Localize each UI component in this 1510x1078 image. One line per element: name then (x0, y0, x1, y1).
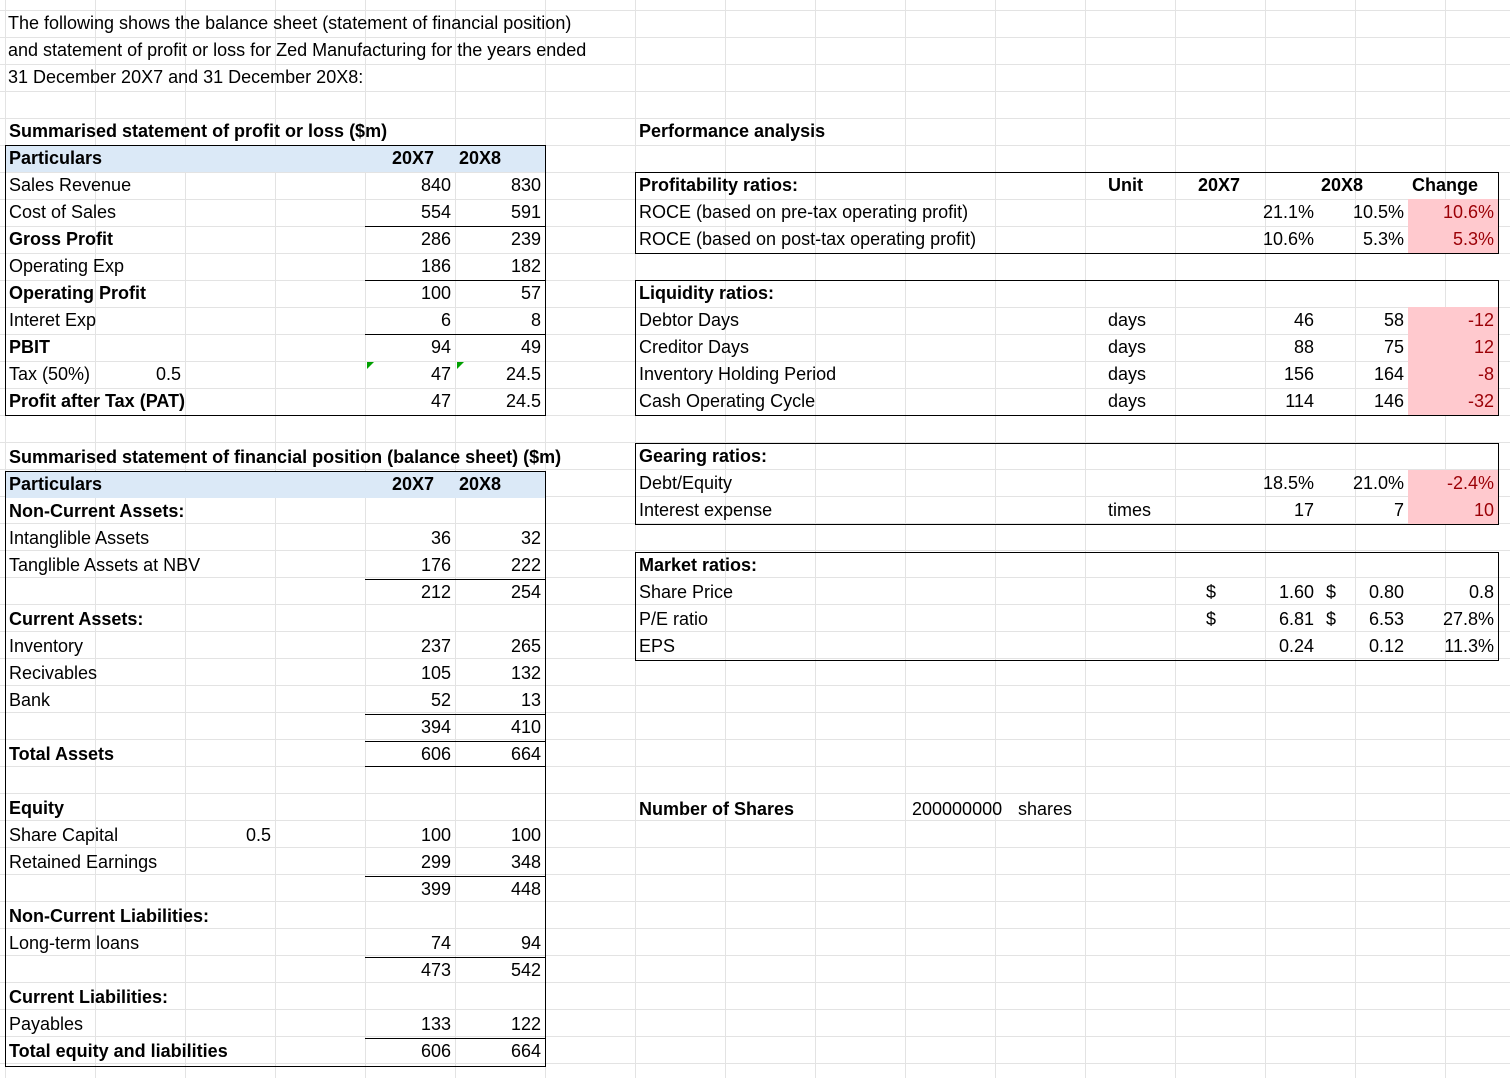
bs-row-20x7: 105 (420, 663, 451, 683)
pl-header-label: Particulars (5, 145, 365, 172)
perf-col-20x7: 20X7 (1198, 175, 1241, 195)
bs-row-20x8: 348 (510, 852, 541, 872)
perf-row-change: 5.3% (1408, 226, 1498, 253)
bs-row-20x8: 32 (520, 528, 541, 548)
pl-row-20x7: 94 (430, 337, 451, 357)
bs-row-rate: 0.5 (245, 825, 271, 845)
perf-row-change: 10.6% (1408, 199, 1498, 226)
pl-row-label: Profit after Tax (PAT) (9, 391, 186, 411)
bs-row-20x7: 74 (430, 933, 451, 953)
bs-row-label: Equity (9, 798, 65, 818)
bs-row-20x7: 36 (430, 528, 451, 548)
pl-row-label: Sales Revenue (9, 175, 132, 195)
pl-header-20x7: 20X7 (365, 145, 455, 172)
perf-row-20x7: 114 (1285, 391, 1314, 411)
bs-row-20x8: 664 (510, 744, 541, 764)
pl-row-label: Operating Exp (9, 256, 125, 276)
bs-row-20x8: 94 (520, 933, 541, 953)
bs-row-20x8: 13 (520, 690, 541, 710)
formula-warning-icon (367, 362, 374, 369)
bs-row-20x7: 133 (420, 1014, 451, 1034)
perf-row-20x7: 46 (1293, 310, 1314, 330)
perf-row-20x7: 18.5% (1262, 473, 1314, 493)
bs-row-20x7: 394 (420, 717, 451, 737)
pl-row-20x8: 830 (510, 175, 541, 195)
pl-row-20x8: 49 (520, 337, 541, 357)
perf-row-20x7: 156 (1283, 364, 1314, 384)
pl-row-label: Operating Profit (9, 283, 147, 303)
shares-value: 200000000 (912, 799, 1003, 819)
bs-row-label: Non-Current Assets: (9, 501, 185, 521)
bs-row-20x7: 606 (420, 744, 451, 764)
perf-row-unit: times (1108, 500, 1152, 520)
bs-row-20x7: 100 (420, 825, 451, 845)
intro-line: and statement of profit or loss for Zed Manufacturing for the years ended (8, 40, 587, 60)
perf-row-unit: days (1108, 310, 1147, 330)
total-underline (365, 579, 545, 580)
bs-row-label (5, 957, 265, 984)
total-underline (365, 1038, 545, 1039)
bs-row-label: Recivables (9, 663, 98, 683)
total-underline (365, 280, 545, 281)
bs-row-20x7: 52 (430, 690, 451, 710)
perf-row-change: 0.8 (1468, 582, 1494, 602)
perf-row-20x8: 7 (1393, 500, 1404, 520)
pl-row-20x8: 57 (520, 283, 541, 303)
pl-row-20x7: 286 (420, 229, 451, 249)
total-underline (365, 714, 545, 715)
bs-row-label: Long-term loans (9, 933, 140, 953)
bs-row-label: Payables (9, 1014, 84, 1034)
total-underline (365, 741, 545, 742)
bs-row-20x7 (365, 903, 455, 930)
perf-section-title: Gearing ratios: (639, 446, 768, 466)
bs-row-20x8 (455, 498, 545, 525)
perf-row-unit: days (1108, 337, 1147, 357)
perf-row-label: Inventory Holding Period (639, 364, 837, 384)
bs-row-20x8 (455, 903, 545, 930)
pl-row-20x8: 182 (510, 256, 541, 276)
perf-row-unit: days (1108, 364, 1147, 384)
perf-row-unit: days (1108, 391, 1147, 411)
bs-row-20x8: 542 (510, 960, 541, 980)
pl-row-rate: 0.5 (155, 364, 181, 384)
perf-row-change: 27.8% (1442, 609, 1494, 629)
bs-row-20x8: 122 (510, 1014, 541, 1034)
pl-row-20x8: 24.5 (505, 391, 541, 411)
perf-row-label: Creditor Days (639, 337, 750, 357)
pl-row-label: PBIT (9, 337, 51, 357)
perf-row-20x8: 0.80 (1368, 582, 1404, 602)
perf-row-20x7: 21.1% (1262, 202, 1314, 222)
bs-row-20x8: 410 (510, 717, 541, 737)
bs-row-20x8 (455, 606, 545, 633)
perf-row-change: -12 (1408, 307, 1498, 334)
bs-row-20x7: 237 (420, 636, 451, 656)
perf-row-20x8: 5.3% (1362, 229, 1404, 249)
total-underline (365, 226, 545, 227)
pl-row-20x8: 8 (530, 310, 541, 330)
perf-row-20x8: 75 (1383, 337, 1404, 357)
bs-row-20x7 (365, 768, 455, 795)
bs-row-20x8: 222 (510, 555, 541, 575)
bs-row-20x7: 299 (420, 852, 451, 872)
bs-header-20x8: 20X8 (455, 471, 545, 498)
perf-row-change: 10 (1408, 497, 1498, 524)
perf-row-20x8: 0.12 (1368, 636, 1404, 656)
perf-row-change: -32 (1408, 388, 1498, 415)
bs-row-20x8: 664 (510, 1041, 541, 1061)
total-underline (365, 766, 545, 767)
bs-header-label: Particulars (5, 471, 365, 498)
bs-row-20x8 (455, 984, 545, 1011)
perf-row-20x8: 164 (1373, 364, 1404, 384)
perf-row-label: Interest expense (639, 500, 773, 520)
perf-row-change: 12 (1408, 334, 1498, 361)
bs-row-label (5, 768, 265, 795)
bs-row-20x7: 176 (420, 555, 451, 575)
perf-row-20x8: 58 (1383, 310, 1404, 330)
bs-row-label: Total Assets (9, 744, 115, 764)
bs-row-20x8 (455, 768, 545, 795)
perf-row-currency: $ (1205, 609, 1216, 629)
bs-row-label: Intanglible Assets (9, 528, 150, 548)
perf-col-20x8: 20X8 (1321, 175, 1364, 195)
perf-row-label: P/E ratio (639, 609, 709, 629)
bs-row-20x7: 212 (420, 582, 451, 602)
bs-row-20x8: 100 (510, 825, 541, 845)
shares-label: Number of Shares (639, 799, 795, 819)
bs-row-20x7: 399 (420, 879, 451, 899)
bs-row-20x7 (365, 498, 455, 525)
perf-section-title: Market ratios: (639, 555, 758, 575)
bs-row-label: Total equity and liabilities (9, 1041, 228, 1061)
perf-row-20x7: 6.81 (1278, 609, 1314, 629)
bs-row-label: Bank (9, 690, 51, 710)
perf-row-20x8: 10.5% (1352, 202, 1404, 222)
perf-row-20x8: 21.0% (1352, 473, 1404, 493)
perf-row-20x7: 0.24 (1278, 636, 1314, 656)
bs-row-label: Inventory (9, 636, 84, 656)
perf-row-20x7: 17 (1293, 500, 1314, 520)
perf-row-label: Debt/Equity (639, 473, 733, 493)
bs-row-label: Retained Earnings (9, 852, 158, 872)
perf-row-change: -2.4% (1408, 470, 1498, 497)
bs-row-20x7 (365, 606, 455, 633)
pl-row-20x7: 186 (420, 256, 451, 276)
pl-row-20x8: 24.5 (505, 364, 541, 384)
bs-row-label: Tanglible Assets at NBV (9, 555, 201, 575)
pl-row-label: Tax (50%) (9, 364, 91, 384)
perf-row-currency: $ (1326, 609, 1337, 629)
bs-row-20x8 (455, 795, 545, 822)
perf-row-20x8: 6.53 (1368, 609, 1404, 629)
pl-row-20x7: 100 (420, 283, 451, 303)
pl-row-20x7: 840 (420, 175, 451, 195)
bs-row-20x7 (365, 795, 455, 822)
perf-row-change: 11.3% (1444, 636, 1494, 656)
bs-row-20x7 (365, 984, 455, 1011)
total-underline (365, 876, 545, 877)
bs-row-label: Share Capital (9, 825, 119, 845)
bs-row-20x8: 132 (510, 663, 541, 683)
pl-row-20x7: 6 (440, 310, 451, 330)
total-underline (365, 957, 545, 958)
perf-row-change: -8 (1408, 361, 1498, 388)
perf-title: Performance analysis (639, 121, 826, 141)
perf-row-label: Debtor Days (639, 310, 740, 330)
pl-row-20x7: 554 (420, 202, 451, 222)
perf-col-unit: Unit (1108, 175, 1143, 195)
bs-header-20x7: 20X7 (365, 471, 455, 498)
bs-row-20x8: 265 (510, 636, 541, 656)
pl-row-label: Gross Profit (9, 229, 114, 249)
pl-row-label: Cost of Sales (9, 202, 117, 222)
pl-row-label: Interet Exp (9, 310, 97, 330)
perf-row-label: ROCE (based on post-tax operating profit) (639, 229, 977, 249)
pl-row-20x8: 239 (510, 229, 541, 249)
shares-unit: shares (1018, 799, 1073, 819)
bs-row-label (5, 876, 265, 903)
bs-row-20x7: 606 (420, 1041, 451, 1061)
perf-col-change: Change (1412, 175, 1479, 195)
perf-row-20x7: 1.60 (1278, 582, 1314, 602)
bs-row-label: Current Assets: (9, 609, 144, 629)
perf-row-currency: $ (1326, 582, 1337, 602)
formula-warning-icon (457, 362, 464, 369)
intro-line: The following shows the balance sheet (statement of financial position) (8, 13, 572, 33)
bs-row-label (5, 579, 265, 606)
perf-row-currency: $ (1205, 582, 1216, 602)
perf-row-label: Cash Operating Cycle (639, 391, 816, 411)
bs-row-label: Current Liabilities: (9, 987, 169, 1007)
pl-title: Summarised statement of profit or loss ($m) (9, 121, 388, 141)
pl-row-20x8: 591 (510, 202, 541, 222)
perf-section-title: Profitability ratios: (639, 175, 799, 195)
perf-row-20x7: 88 (1293, 337, 1314, 357)
intro-text (8, 10, 618, 91)
bs-row-20x7: 473 (420, 960, 451, 980)
perf-row-label: Share Price (639, 582, 734, 602)
bs-row-20x8: 448 (510, 879, 541, 899)
bs-row-label (5, 714, 265, 741)
pl-row-20x7: 47 (430, 364, 451, 384)
pl-row-20x7: 47 (430, 391, 451, 411)
perf-row-label: EPS (639, 636, 676, 656)
perf-section-title: Liquidity ratios: (639, 283, 774, 303)
perf-row-label: ROCE (based on pre-tax operating profit) (639, 202, 969, 222)
total-underline (365, 334, 545, 335)
bs-row-20x8: 254 (510, 582, 541, 602)
perf-row-20x7: 10.6% (1262, 229, 1314, 249)
bs-title: Summarised statement of financial position (balance sheet) ($m) (9, 447, 562, 467)
perf-row-20x8: 146 (1373, 391, 1404, 411)
pl-header-20x8: 20X8 (455, 145, 545, 172)
intro-line: 31 December 20X7 and 31 December 20X8: (8, 67, 364, 87)
bs-row-label: Non-Current Liabilities: (9, 906, 210, 926)
